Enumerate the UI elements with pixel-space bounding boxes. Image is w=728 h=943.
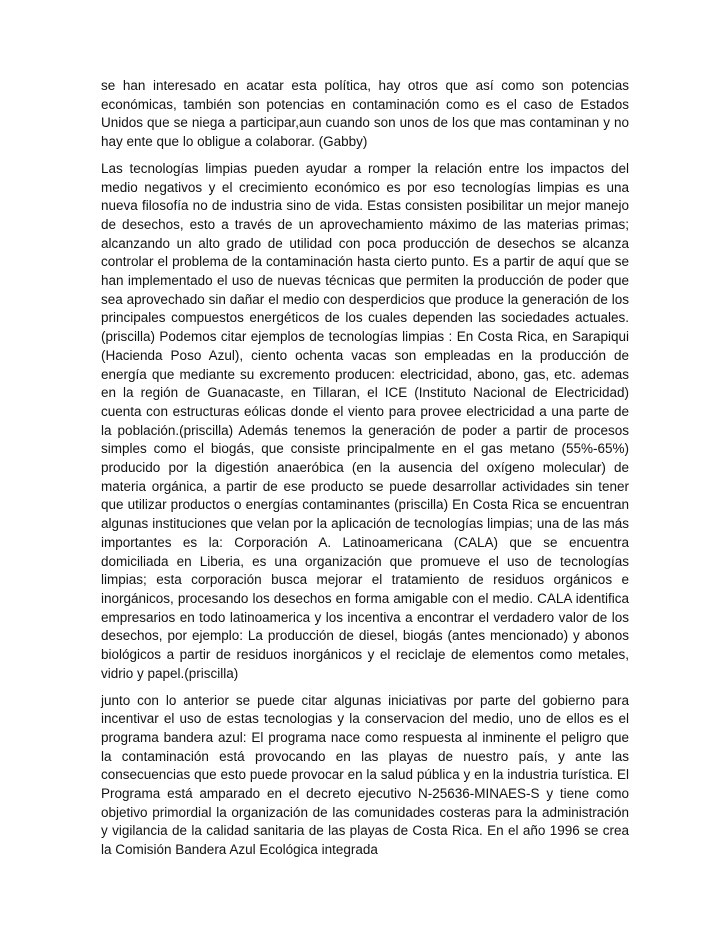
paragraph-clean-technologies: Las tecnologías limpias pueden ayudar a romper la relación entre los impactos del medio negativos y el crecimiento económico es por eso tecnologías limpias es una nueva filosofía no de industria sino de vida. Estas consisten posibilitar un mejor manejo de desechos, esto a través de un aprovechamiento máximo de las materias primas; alcanzando un alto grado de utilidad con poca producción de desechos se alcanza controlar el problema de la contaminación hasta cierto punto. Es a partir de aquí que se han implementado el uso de nuevas técnicas que permiten la producción de poder que sea aprovechado sin dañar el medio con desperdicios que produce la generación de los principales compuestos energéticos de los cuales dependen las sociedades actuales. (priscilla) Podemos citar ejemplos de tecnologías limpias : En Costa Rica, en Sarapiqui (Hacienda Poso Azul), ciento ochenta vacas son empleadas en la producción de energía que mediante su excremento producen: electricidad, abono, gas, etc. ademas en la región de Guanacaste, en Tillaran, el ICE (Instituto Nacional de Electricidad) cuenta con estructuras eólicas donde el viento para provee electricidad a una parte de la población.(priscilla) Además tenemos la generación de poder a partir de procesos simples como el biogás, que consiste principalmente en el gas metano (55%-65%) producido por la digestión anaeróbica (en la ausencia del oxígeno molecular) de materia orgánica, a partir de ese producto se puede desarrollar actividades sin tener que utilizar productos o energías contaminantes (priscilla) En Costa Rica se encuentran algunas instituciones que velan por la aplicación de tecnologías limpias; una de las más importantes es la: Corporación A. Latinoamericana (CALA) que se encuentra domiciliada en Liberia, es una organización que promueve el uso de tecnologías limpias; esta corporación busca mejorar el tratamiento de residuos orgánicos e inorgánicos, procesando los desechos en forma amigable con el medio. CALA identifica empresarios en todo latinoamerica y los incentiva a encontrar el verdadero valor de los desechos, por ejemplo: La producción de diesel, biogás (antes mencionado) y abonos biológicos a partir de residuos inorgánicos y el reciclaje de elementos como metales, vidrio y papel.(priscilla) — [101, 160, 629, 681]
paragraph-bandera-azul: junto con lo anterior se puede citar algunas iniciativas por parte del gobierno para incentivar el uso de estas tecnologias y la conservacion del medio, uno de ellos es el programa bandera azul: El programa nace como respuesta al inminente el peligro que la contaminación está provocando en las playas de nuestro país, y ante las consecuencias que esto puede provocar en la salud pública y en la industria turística. El Programa está amparado en el decreto ejecutivo N-25636-MINAES-S y tiene como objetivo primordial la organización de las comunidades costeras para la administración y vigilancia de la calidad sanitaria de las playas de Costa Rica. En el año 1996 se crea la Comisión Bandera Azul Ecológica integrada — [101, 692, 629, 858]
document-page — [101, 77, 629, 868]
paragraph-gabby: se han interesado en acatar esta política, hay otros que así como son potencias económicas, también son potencias en contaminación como es el caso de Estados Unidos que se niega a participar,aun cuando son unos de los que mas contaminan y no hay ente que lo obligue a colaborar. (Gabby) — [101, 78, 629, 150]
